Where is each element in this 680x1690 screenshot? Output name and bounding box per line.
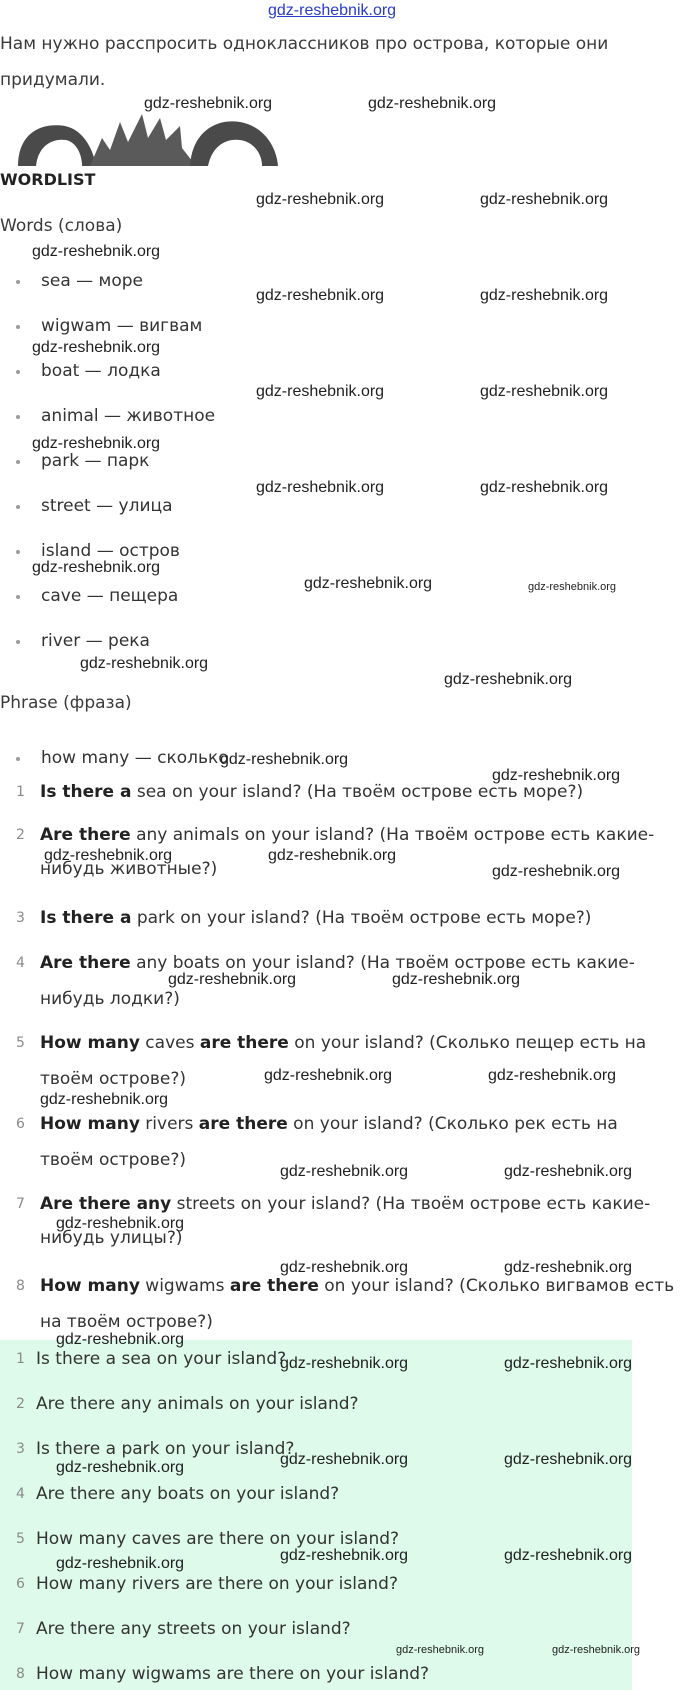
watermark: gdz-reshebnik.org xyxy=(256,287,385,304)
intro-text: Нам нужно расспросить одноклассников про острова, которые они придумали. xyxy=(0,34,609,90)
bullet-icon xyxy=(16,370,20,374)
watermark: gdz-reshebnik.org xyxy=(392,971,521,988)
bullet-icon xyxy=(16,280,20,284)
watermark: gdz-reshebnik.org xyxy=(504,1163,633,1180)
watermark: gdz-reshebnik.org xyxy=(32,559,161,576)
bullet-icon xyxy=(16,550,20,554)
watermark: gdz-reshebnik.org xyxy=(40,1091,169,1108)
bullet-icon xyxy=(16,505,20,509)
watermark: gdz-reshebnik.org xyxy=(32,435,161,452)
watermark: gdz-reshebnik.org xyxy=(280,1547,409,1564)
watermark: gdz-reshebnik.org xyxy=(32,339,161,356)
watermark: gdz-reshebnik.org xyxy=(504,1259,633,1276)
question-item: 8 How many wigwams are there on your island? (Сколько вигвамов есть на твоём острове?) xyxy=(16,1276,675,1332)
bullet-icon xyxy=(16,325,20,329)
bullet-icon xyxy=(16,415,20,419)
site-link[interactable]: gdz-reshebnik.org xyxy=(268,2,397,19)
question-item: 5 How many caves are there on your island? (Сколько пещер есть на твоём острове?) xyxy=(16,1033,647,1089)
watermark: gdz-reshebnik.org xyxy=(504,1547,633,1564)
question-item: 4 Are there any boats on your island? (На твоём острове есть какие-нибудь лодки?) xyxy=(16,953,635,1009)
watermark: gdz-reshebnik.org xyxy=(280,1163,409,1180)
watermark: gdz-reshebnik.org xyxy=(56,1331,185,1348)
bullet-icon xyxy=(16,757,20,761)
watermark: gdz-reshebnik.org xyxy=(32,243,161,260)
watermark: gdz-reshebnik.org xyxy=(528,581,617,593)
watermark: gdz-reshebnik.org xyxy=(368,95,497,112)
words-label: Words (слова) xyxy=(0,216,123,236)
watermark: gdz-reshebnik.org xyxy=(168,971,297,988)
bullet-icon xyxy=(16,640,20,644)
watermark: gdz-reshebnik.org xyxy=(56,1459,185,1476)
watermark: gdz-reshebnik.org xyxy=(504,1451,633,1468)
watermark: gdz-reshebnik.org xyxy=(144,95,273,112)
bullet-icon xyxy=(16,460,20,464)
wordlist-title: WORDLIST xyxy=(0,170,96,189)
watermark: gdz-reshebnik.org xyxy=(552,1644,641,1656)
bullet-icon xyxy=(16,595,20,599)
watermark: gdz-reshebnik.org xyxy=(56,1555,185,1572)
question-item: 7 Are there any streets on your island? (На твоём острове есть какие-нибудь улицы?) xyxy=(16,1194,651,1248)
watermark: gdz-reshebnik.org xyxy=(488,1067,617,1084)
watermark: gdz-reshebnik.org xyxy=(444,671,573,688)
watermark: gdz-reshebnik.org xyxy=(480,287,609,304)
watermark: gdz-reshebnik.org xyxy=(492,767,621,784)
animal-ears-illustration xyxy=(10,104,280,166)
watermark: gdz-reshebnik.org xyxy=(56,1215,185,1232)
watermark: gdz-reshebnik.org xyxy=(264,1067,393,1084)
watermark: gdz-reshebnik.org xyxy=(396,1644,485,1656)
watermark: gdz-reshebnik.org xyxy=(44,847,173,864)
question-item: 2 Are there any animals on your island? (На твоём острове есть какие-нибудь животные?) xyxy=(16,825,655,879)
watermark: gdz-reshebnik.org xyxy=(480,479,609,496)
watermark: gdz-reshebnik.org xyxy=(256,479,385,496)
question-item: 6 How many rivers are there on your island? (Сколько рек есть на твоём острове?) xyxy=(16,1114,618,1170)
question-item: 1 Is there a sea on your island? (На твоём острове есть море?) xyxy=(16,782,584,802)
watermark: gdz-reshebnik.org xyxy=(480,191,609,208)
watermark: gdz-reshebnik.org xyxy=(504,1355,633,1372)
question-item: 3 Is there a park on your island? (На твоём острове есть море?) xyxy=(16,908,592,928)
watermark: gdz-reshebnik.org xyxy=(220,751,349,768)
watermark: gdz-reshebnik.org xyxy=(256,191,385,208)
watermark: gdz-reshebnik.org xyxy=(492,863,621,880)
watermark: gdz-reshebnik.org xyxy=(256,383,385,400)
watermark: gdz-reshebnik.org xyxy=(280,1451,409,1468)
watermark: gdz-reshebnik.org xyxy=(280,1259,409,1276)
watermark: gdz-reshebnik.org xyxy=(80,655,209,672)
watermark: gdz-reshebnik.org xyxy=(268,847,397,864)
watermark: gdz-reshebnik.org xyxy=(480,383,609,400)
watermark: gdz-reshebnik.org xyxy=(280,1355,409,1372)
watermark: gdz-reshebnik.org xyxy=(304,575,433,592)
phrase-label: Phrase (фраза) xyxy=(0,693,132,713)
